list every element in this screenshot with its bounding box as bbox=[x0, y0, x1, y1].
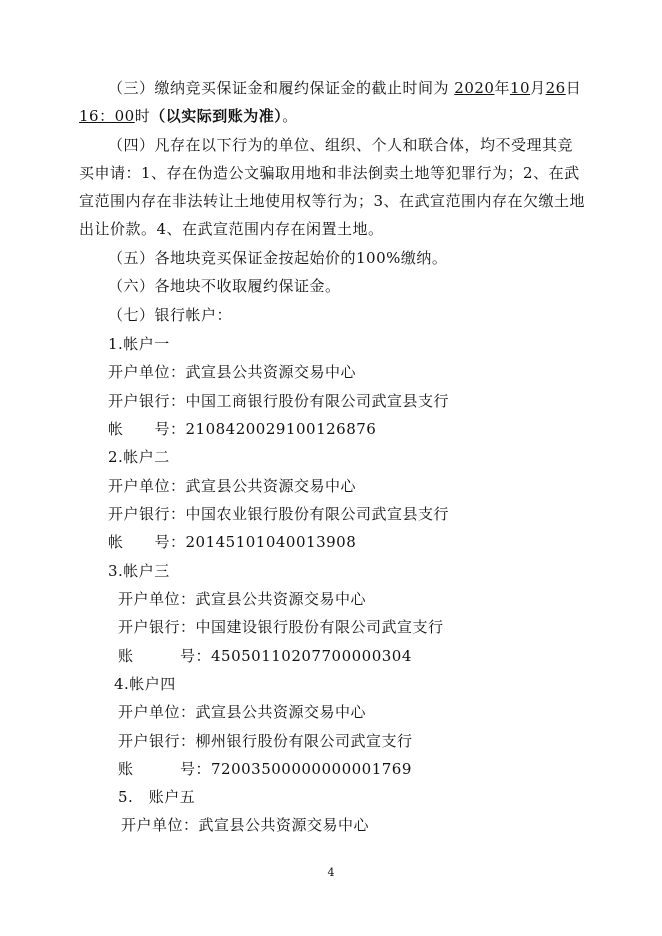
section4-line: 宣范围内存在非法转让土地使用权等行为；3、在武宣范围内存在欠缴土地 bbox=[79, 192, 586, 210]
section4-line: （四）凡存在以下行为的单位、组织、个人和联合体，均不受理其竞 bbox=[108, 136, 574, 154]
account-number: 帐 号：20145101040013908 bbox=[108, 533, 357, 551]
deadline-note: （以实际到账为准） bbox=[150, 107, 283, 125]
year-unit: 年 bbox=[494, 79, 510, 97]
section5: （五）各地块竞买保证金按起始价的100%缴纳。 bbox=[108, 249, 448, 267]
account-title: 1.帐户一 bbox=[108, 335, 170, 353]
account-unit: 开户单位：武宣县公共资源交易中心 bbox=[118, 703, 367, 721]
deadline-time: 16：00 bbox=[79, 107, 135, 125]
section4-line: 出让价款。4、在武宣范围内存在闲置土地。 bbox=[79, 220, 384, 238]
account-bank: 开户银行：中国工商银行股份有限公司武宣县支行 bbox=[108, 392, 450, 410]
section3-end: 。 bbox=[282, 107, 298, 125]
section3-line1 bbox=[108, 78, 581, 98]
page-number: 4 bbox=[327, 866, 335, 879]
account-bank: 开户银行：柳州银行股份有限公司武宣支行 bbox=[118, 732, 413, 750]
section3-line2 bbox=[79, 106, 298, 126]
account-bank: 开户银行：中国建设银行股份有限公司武宣支行 bbox=[118, 618, 444, 636]
deadline-day: 26 bbox=[545, 79, 566, 97]
section6: （六）各地块不收取履约保证金。 bbox=[108, 277, 341, 295]
account-title: 4.帐户四 bbox=[114, 675, 176, 693]
section4-line: 买申请：1、存在伪造公文骗取用地和非法倒卖土地等犯罪行为；2、在武 bbox=[79, 164, 580, 182]
account-number: 账 号：72003500000000001769 bbox=[118, 760, 412, 778]
account-unit: 开户单位：武宣县公共资源交易中心 bbox=[118, 590, 367, 608]
account-number: 账 号：45050110207700000304 bbox=[118, 647, 412, 665]
account-unit: 开户单位：武宣县公共资源交易中心 bbox=[121, 816, 370, 834]
section7-heading: （七）银行帐户： bbox=[108, 306, 233, 324]
month-unit: 月 bbox=[530, 79, 546, 97]
deadline-year: 2020 bbox=[454, 79, 495, 97]
account-number: 帐 号：2108420029100126876 bbox=[108, 420, 377, 438]
deadline-month: 10 bbox=[509, 79, 531, 97]
account-unit: 开户单位：武宣县公共资源交易中心 bbox=[108, 477, 357, 495]
section3-prefix: （三）缴纳竞买保证金和履约保证金的截止时间为 bbox=[108, 79, 455, 97]
account-title: 2.帐户二 bbox=[108, 448, 170, 466]
day-unit: 日 bbox=[565, 79, 582, 97]
account-title: 5. 账户五 bbox=[118, 788, 196, 806]
account-bank: 开户银行：中国农业银行股份有限公司武宣县支行 bbox=[108, 505, 450, 523]
account-unit: 开户单位：武宣县公共资源交易中心 bbox=[108, 363, 357, 381]
time-unit: 时 bbox=[134, 107, 151, 125]
account-title: 3.帐户三 bbox=[108, 562, 170, 580]
